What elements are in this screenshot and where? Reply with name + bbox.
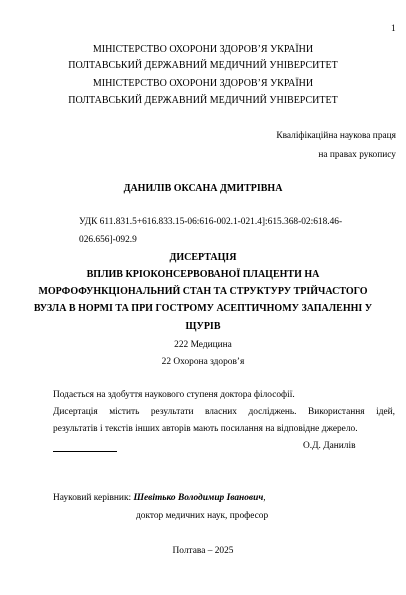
submission-statement: Подається на здобуття наукового ступеня доктора філософії. (53, 390, 295, 400)
title-line-3: ВУЗЛА В НОРМІ ТА ПРИ ГОСТРОМУ АСЕПТИЧНОМУ ЗАПАЛЕННІ У (33, 303, 373, 314)
supervisor-degree: доктор медичних наук, професор (136, 511, 269, 521)
university-line: ПОЛТАВСЬКИЙ ДЕРЖАВНИЙ МЕДИЧНИЙ УНІВЕРСИТЕТ (68, 60, 338, 71)
signature-name: О.Д. Данилів (303, 441, 356, 451)
udk-line-1: УДК 611.831.5+616.833.15-06:616-002.1-021.4]:615.368-02:618.46- (79, 217, 343, 227)
supervisor-line (53, 492, 266, 504)
document-type: ДИСЕРТАЦІЯ (169, 252, 237, 263)
manuscript-note: на правах рукопису (318, 150, 396, 160)
specialty: 222 Медицина (174, 340, 232, 350)
title-line-4: ЩУРІВ (185, 321, 221, 332)
university-line: ПОЛТАВСЬКИЙ ДЕРЖАВНИЙ МЕДИЧНИЙ УНІВЕРСИТЕТ (68, 95, 338, 106)
qualification-note: Кваліфікаційна наукова праця (276, 131, 396, 141)
supervisor-comma: , (263, 493, 266, 503)
page-number: 1 (391, 24, 396, 34)
ministry-line: МІНІСТЕРСТВО ОХОРОНИ ЗДОРОВ’Я УКРАЇНИ (92, 78, 314, 89)
title-line-2: МОРФОФУНКЦІОНАЛЬНИЙ СТАН ТА СТРУКТУРУ ТРІЙЧАСТОГО (38, 286, 368, 297)
field-of-knowledge: 22 Охорона здоров’я (161, 357, 245, 367)
supervisor-label: Науковий керівник: (53, 493, 132, 503)
supervisor-name: Шевітько Володимир Іванович (133, 493, 264, 503)
originality-statement-line-1: Дисертація містить результати власних досліджень. Використання ідей, (53, 407, 395, 417)
originality-statement-line-2: результатів і текстів інших авторів мають посилання на відповідне джерело. (53, 424, 358, 434)
place-and-year: Полтава – 2025 (172, 546, 234, 556)
signature-line (53, 451, 117, 452)
author-name: ДАНИЛІВ ОКСАНА ДМИТРІВНА (123, 183, 283, 194)
ministry-line: МІНІСТЕРСТВО ОХОРОНИ ЗДОРОВ’Я УКРАЇНИ (92, 44, 314, 55)
title-line-1: ВПЛИВ КРІОКОНСЕРВОВАНОЇ ПЛАЦЕНТИ НА (86, 269, 320, 280)
udk-line-2: 026.656]-092.9 (79, 235, 137, 245)
